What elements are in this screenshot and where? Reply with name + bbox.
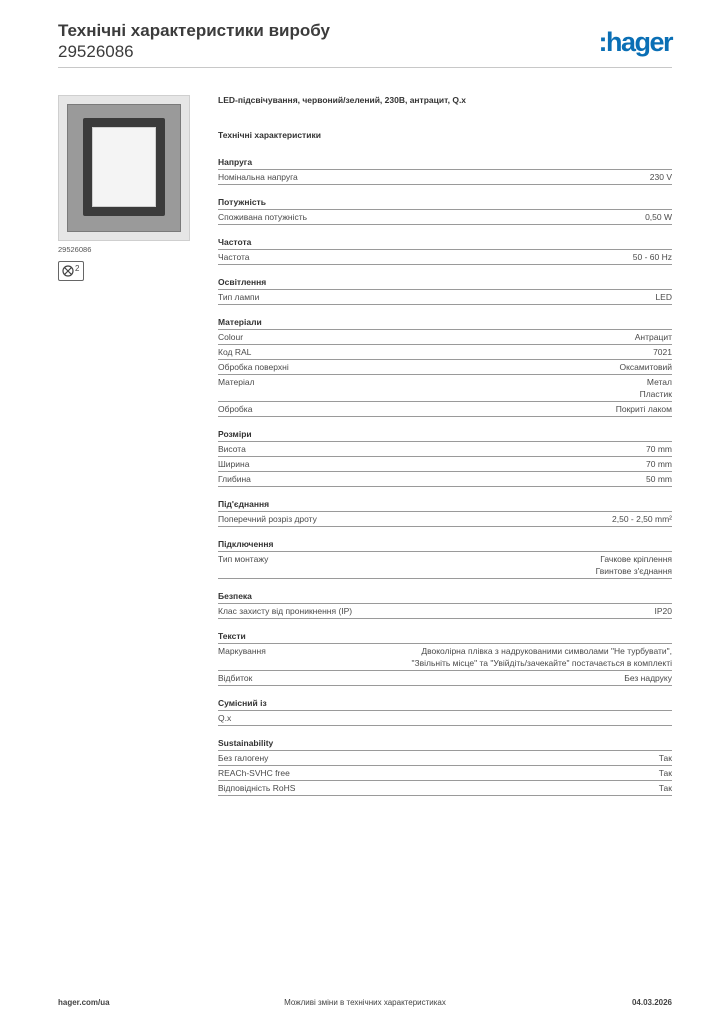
spec-group-title: Матеріали (218, 316, 672, 330)
spec-label: Код RAL (218, 347, 252, 357)
spec-value (624, 672, 672, 684)
spec-value (646, 443, 672, 455)
spec-row (218, 442, 672, 457)
spec-value-line: Гвинтове з'єднання (595, 566, 672, 576)
spec-value-line: Антрацит (634, 332, 672, 342)
spec-label: Q.x (218, 713, 232, 723)
spec-value (633, 251, 672, 263)
spec-value-line: 70 mm (646, 444, 672, 454)
image-caption: 29526086 (58, 245, 92, 254)
spec-value (612, 513, 672, 525)
spec-label: Номінальна напруга (218, 172, 298, 182)
spec-value-line: Покриті лаком (615, 404, 672, 414)
spec-row (218, 552, 672, 579)
spec-value-line: 50 - 60 Hz (632, 252, 672, 262)
spec-value-line: 230 V (649, 172, 672, 182)
spec-value (635, 331, 672, 343)
spec-value (411, 645, 672, 669)
spec-value (659, 752, 672, 764)
product-led-panel (92, 127, 156, 207)
spec-row (218, 644, 672, 671)
spec-group (218, 156, 672, 185)
spec-row (218, 766, 672, 781)
spec-value-line: 2,50 - 2,50 mm² (612, 514, 672, 524)
spec-row (218, 751, 672, 766)
spec-group (218, 428, 672, 487)
product-frame (67, 104, 181, 232)
spec-group-title: Підключення (218, 538, 672, 552)
spec-value-line: LED (655, 292, 672, 302)
spec-group (218, 316, 672, 417)
spec-group (218, 196, 672, 225)
spec-groups (218, 156, 672, 796)
spec-value-line: Двоколірна плівка з надрукованими символами "Не турбувати", (421, 646, 672, 656)
spec-value (655, 605, 673, 617)
spec-row (218, 604, 672, 619)
product-insert (83, 118, 165, 216)
spec-row (218, 330, 672, 345)
spec-row (218, 345, 672, 360)
spec-value-line: 0,50 W (645, 212, 672, 222)
spec-group-title: Потужність (218, 196, 672, 210)
lamp-icon (58, 261, 84, 281)
spec-label: Без галогену (218, 753, 269, 763)
spec-group (218, 236, 672, 265)
spec-row (218, 290, 672, 305)
spec-value-line: 50 mm (646, 474, 672, 484)
spec-label: Клас захисту від проникнення (IP) (218, 606, 353, 616)
spec-row (218, 402, 672, 417)
spec-row (218, 457, 672, 472)
spec-value-line: Гачкове кріплення (600, 554, 672, 564)
spec-value-line: "Звільніть місце" та "Увійдіть/зачекайте" постачається в комплекті (411, 658, 672, 668)
spec-label: Частота (218, 252, 250, 262)
spec-value-line: Без надруку (624, 673, 672, 683)
spec-group-title: Напруга (218, 156, 672, 170)
spec-value (645, 211, 672, 223)
spec-group-title: Частота (218, 236, 672, 250)
spec-row (218, 375, 672, 402)
spec-label: Обробка (218, 404, 253, 414)
spec-group (218, 737, 672, 796)
spec-group (218, 630, 672, 686)
spec-row (218, 711, 672, 726)
spec-group-title: Під'єднання (218, 498, 672, 512)
spec-group-title: Сумісний із (218, 697, 672, 711)
spec-row (218, 472, 672, 487)
spec-group-title: Розміри (218, 428, 672, 442)
product-description: LED-підсвічування, червоний/зелений, 230В, антрацит, Q.x (218, 95, 467, 105)
spec-label: Відповідність RoHS (218, 783, 296, 793)
spec-value (646, 473, 672, 485)
spec-group (218, 538, 672, 579)
spec-value-line: 70 mm (646, 459, 672, 469)
spec-value-line: 7021 (653, 347, 672, 357)
spec-group-title: Безпека (218, 590, 672, 604)
spec-group (218, 697, 672, 726)
spec-value-line: Так (658, 753, 672, 763)
spec-label: Тип монтажу (218, 554, 269, 564)
spec-label: Глибина (218, 474, 251, 484)
spec-group (218, 498, 672, 527)
spec-row (218, 671, 672, 686)
spec-group (218, 590, 672, 619)
hager-logo: :hager (598, 27, 672, 57)
spec-value-line: IP20 (654, 606, 672, 616)
header-divider (58, 67, 672, 68)
spec-row (218, 781, 672, 796)
spec-label: Маркування (218, 646, 266, 656)
spec-row (218, 360, 672, 375)
spec-value (650, 171, 672, 183)
document-header (58, 20, 330, 62)
spec-label: Поперечний розріз дроту (218, 514, 317, 524)
spec-row (218, 210, 672, 225)
spec-row (218, 170, 672, 185)
footer-website-link[interactable]: hager.com/ua (58, 998, 110, 1007)
spec-value (596, 553, 672, 577)
spec-value (619, 361, 672, 373)
spec-value-line: Так (658, 783, 672, 793)
spec-label: Висота (218, 444, 246, 454)
spec-value-line: Так (658, 768, 672, 778)
spec-label: Обробка поверхні (218, 362, 289, 372)
product-code: 29526086 (58, 42, 134, 61)
section-title: Технічні характеристики (218, 130, 321, 140)
spec-value-line: Пластик (639, 389, 672, 399)
product-image (58, 95, 190, 241)
spec-group (218, 276, 672, 305)
spec-value (616, 403, 672, 415)
spec-group-title: Тексти (218, 630, 672, 644)
spec-value (655, 291, 672, 303)
spec-label: Colour (218, 332, 244, 342)
spec-row (218, 512, 672, 527)
spec-label: Ширина (218, 459, 250, 469)
spec-value (640, 376, 672, 400)
spec-label: Відбиток (218, 673, 253, 683)
spec-label: REACh-SVHC free (218, 768, 290, 778)
spec-value (659, 767, 672, 779)
footer-disclaimer: Можливі зміни в технічних характеристиках (284, 998, 446, 1007)
lamp-icon-count: 2 (75, 264, 80, 273)
spec-row (218, 250, 672, 265)
spec-value-line: Метал (646, 377, 672, 387)
page-title: Технічні характеристики виробу (58, 21, 330, 40)
spec-content (218, 95, 672, 807)
spec-label: Споживана потужність (218, 212, 308, 222)
spec-label: Тип лампи (218, 292, 260, 302)
spec-value (659, 782, 672, 794)
spec-group-title: Освітлення (218, 276, 672, 290)
spec-label: Матеріал (218, 377, 255, 387)
spec-group-title: Sustainability (218, 737, 672, 751)
spec-value (653, 346, 672, 358)
footer-date: 04.03.2026 (631, 998, 672, 1007)
spec-value (646, 458, 672, 470)
spec-value-line: Оксамитовий (619, 362, 672, 372)
